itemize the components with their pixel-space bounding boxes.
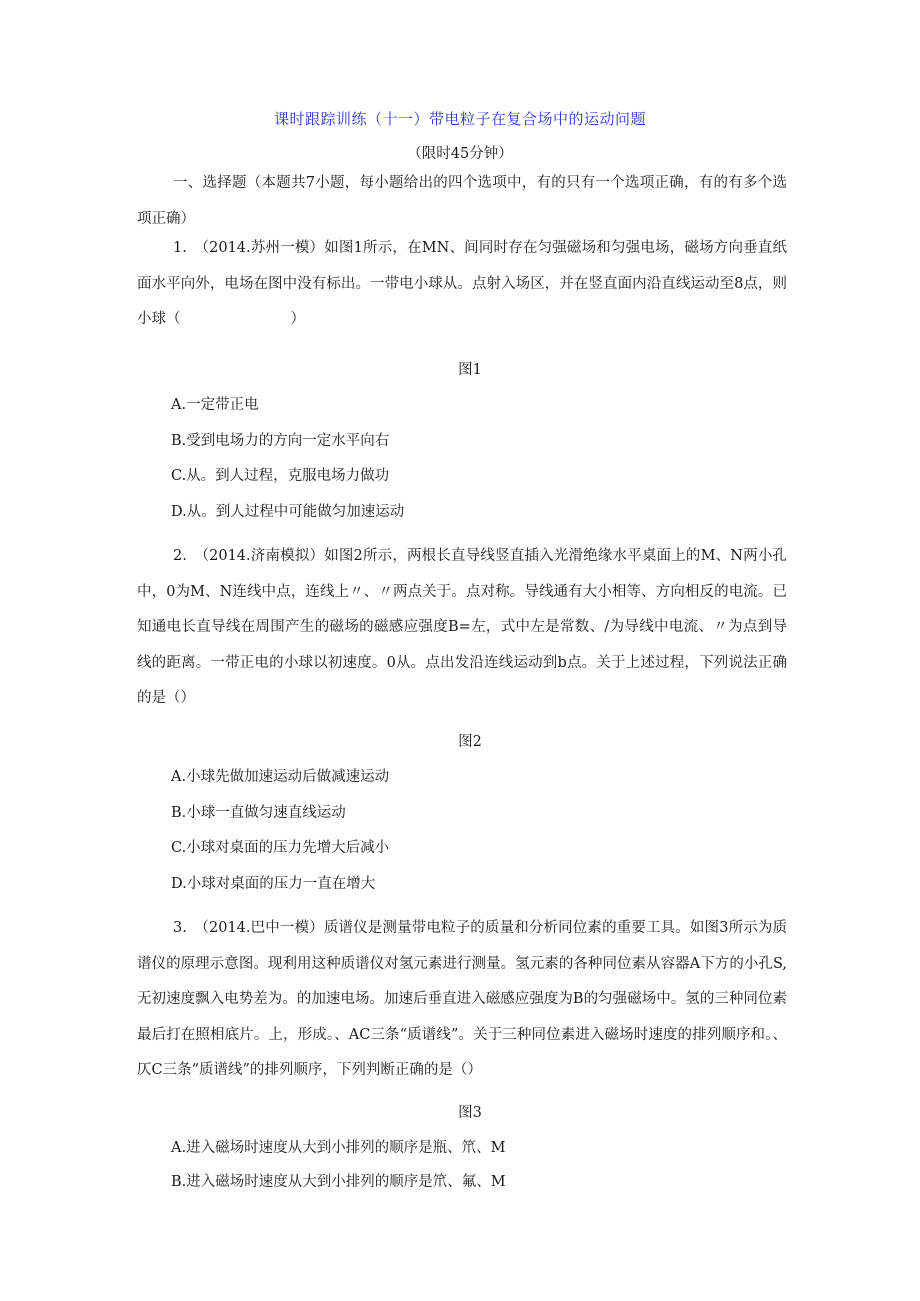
figure-1-caption: 图1 [458,362,482,378]
figure-3-caption: 图3 [458,1105,482,1121]
question-2-stem: 2. （2014.济南模拟）如图2所示，两根长直导线竖直插入光滑绝缘水平桌面上的M、N两小孔中，0为M、N连线中点，连线上〃、〃两点关于。点对称。导线通有大小相等、方向相反的电流。已知通电长直导线在周围产生的磁场的磁感应强度B=左，式中左是常数、/为导线中电流、〃为点到导线的距离。一带正电的小球以初速度。0从。点出发沿连线运动到b点。关于上述过程，下列说法正确的是（） [137,548,787,706]
question-3-option-a: A.进入磁场时速度从大到小排列的顺序是瓶、笊、M [171,1140,506,1156]
question-1-stem-text: 1. （2014.苏州一模）如图1所示，在MN、间同时存在匀强磁场和匀强电场，磁场方向垂直纸面水平向外，电场在图中没有标出。一带电小球从。点射入场区，并在竖直面内沿直线运动至8点，则小球（ [137,240,787,327]
section-heading: 一、选择题（本题共7小题，每小题给出的四个选项中，有的只有一个选项正确，有的有多个选项正确） [137,175,787,227]
page-title: 课时跟踪训练（十一）带电粒子在复合场中的运动问题 [273,110,646,128]
question-2-option-c: C.小球对桌面的压力先增大后减小 [171,840,390,856]
question-3-option-b: B.进入磁场时速度从大到小排列的顺序是笊、氟、M [171,1174,506,1190]
question-1-stem-close: ） [290,311,305,327]
question-1-option-d: D.从。到人过程中可能做匀加速运动 [171,504,405,520]
question-2-option-a: A.小球先做加速运动后做减速运动 [171,769,390,785]
question-1-option-c: C.从。到人过程，克服电场力做功 [171,468,390,484]
time-limit: （限时45分钟） [407,146,513,162]
question-1-option-b: B.受到电场力的方向一定水平向右 [171,433,390,449]
question-2-option-d: D.小球对桌面的压力一直在增大 [171,876,376,892]
question-3-stem: 3. （2014.巴中一模）质谱仪是测量带电粒子的质量和分析同位素的重要工具。如图3所示为质谱仪的原理示意图。现利用这种质谱仪对氢元素进行测量。氢元素的各种同位素从容器A下方的小孔S,无初速度飘入电势差为。的加速电场。加速后垂直进入磁感应强度为B的匀强磁场中。氢的三种同位素最后打在照相底片。上，形成。、AC三条“质谱线”。关于三种同位素进入磁场时速度的排列顺序和。、仄C三条“质谱线”的排列顺序，下列判断正确的是（） [137,920,787,1078]
question-1-stem [137,231,787,338]
question-1-option-a: A.一定带正电 [171,397,259,413]
figure-2-caption: 图2 [458,734,482,750]
question-2-option-b: B.小球一直做匀速直线运动 [171,805,346,821]
